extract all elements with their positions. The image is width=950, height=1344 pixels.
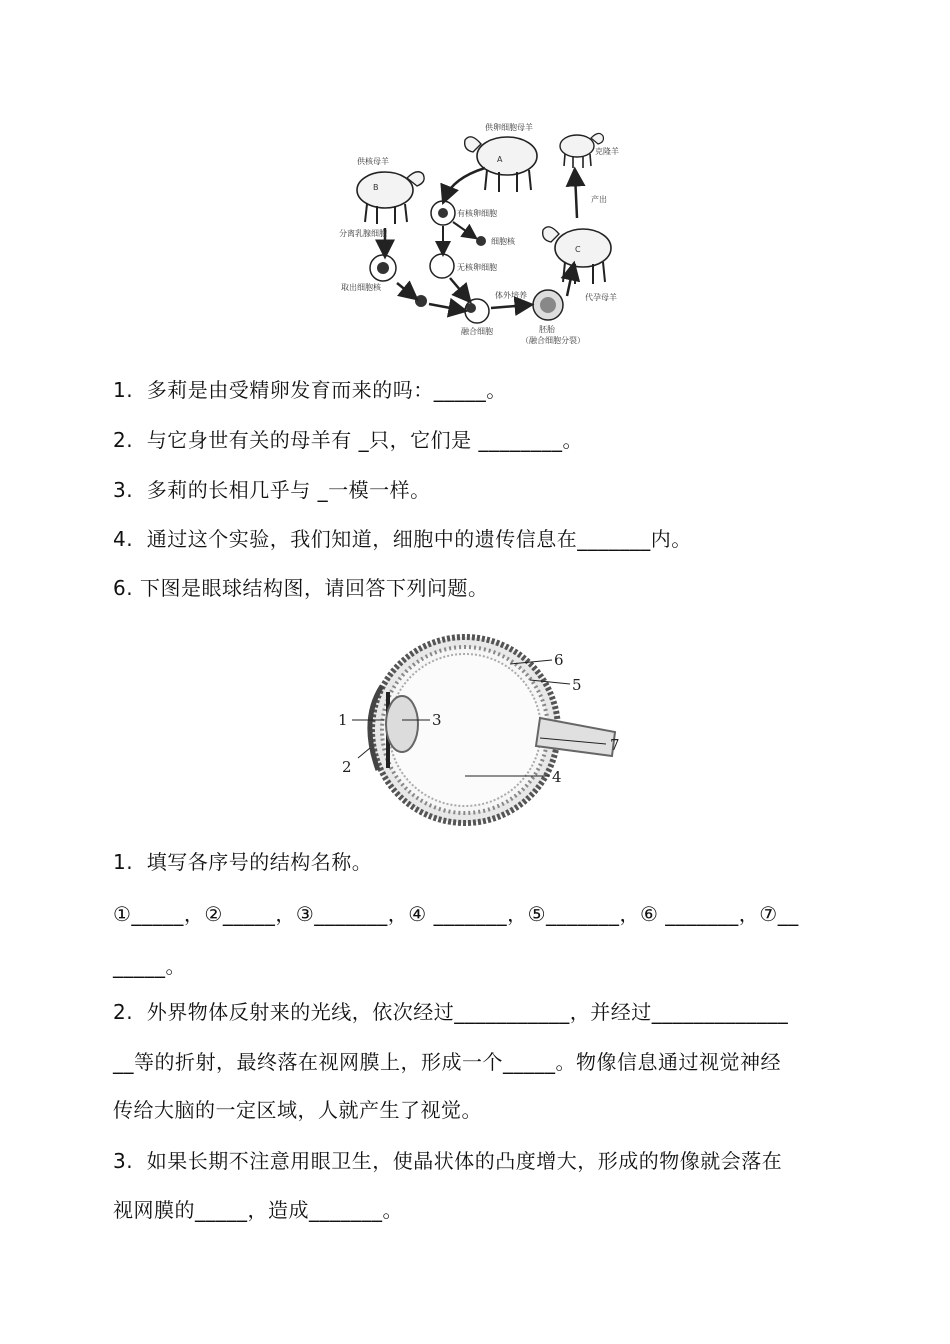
- label-egg-with-nucleus: 有核卵细胞: [457, 209, 497, 218]
- eye-question-3-line-1: 3. 如果长期不注意用眼卫生，使晶状体的凸度增大，形成的物像就会落在: [113, 1149, 783, 1173]
- sheep-a-figure: [465, 137, 537, 192]
- arrow-take: [397, 283, 413, 296]
- arrow-remove: [453, 222, 473, 236]
- label-mark-a: A: [497, 155, 503, 164]
- label-take-nucleus: 取出细胞核: [341, 283, 381, 292]
- eye-label-2: 2: [342, 758, 352, 776]
- sheep-c-figure: [543, 227, 611, 284]
- egg-nucleus-dot: [438, 208, 448, 218]
- eye-blanks-line-1: ①_____，②_____，③_______，④ _______，⑤_______，⑥ _______，⑦__: [113, 902, 799, 926]
- label-mark-b: B: [373, 183, 379, 192]
- eye-question-2-line-2: __等的折射，最终落在视网膜上，形成一个_____。物像信息通过视觉神经: [113, 1050, 781, 1074]
- lens: [386, 696, 418, 752]
- label-fused-cell: 融合细胞: [461, 327, 493, 336]
- taken-nucleus: [415, 295, 427, 307]
- arrow-implant: [567, 268, 573, 296]
- eye-diagram: [330, 620, 630, 835]
- label-separate-breast-cells: 分离乳腺细胞: [339, 229, 387, 238]
- arrow-culture: [491, 305, 527, 308]
- section-6-title: 6. 下图是眼球结构图，请回答下列问题。: [113, 576, 489, 600]
- dolly-question-4: 4. 通过这个实验，我们知道，细胞中的遗传信息在_______内。: [113, 527, 692, 551]
- cloning-diagram: [335, 118, 625, 353]
- eye-question-3-line-2: 视网膜的_____，造成_______。: [113, 1198, 403, 1222]
- eye-label-1: 1: [338, 711, 348, 729]
- eye-question-1: 1. 填写各序号的结构名称。: [113, 850, 373, 874]
- removed-nucleus: [476, 236, 486, 246]
- arrow-birth: [575, 174, 577, 218]
- eye-label-7: 7: [610, 736, 620, 754]
- eye-blanks-line-2: _____。: [113, 954, 186, 978]
- eye-question-2-line-1: 2. 外界物体反射来的光线，依次经过___________，并经过_____________: [113, 1000, 789, 1024]
- dolly-question-2: 2. 与它身世有关的母羊有 _只，它们是 ________。: [113, 428, 584, 452]
- arrow-egg: [445, 168, 485, 198]
- enucleated-egg: [430, 254, 454, 278]
- fused-cell-nucleus: [466, 303, 476, 313]
- label-birth: 产出: [591, 195, 607, 204]
- label-donor-nucleus-ewe: 供核母羊: [357, 157, 389, 166]
- eye-question-2-line-3: 传给大脑的一定区域，人就产生了视觉。: [113, 1098, 482, 1122]
- eye-label-4: 4: [552, 768, 562, 786]
- label-embryo-note: （融合细胞分裂）: [521, 336, 585, 345]
- eye-label-5: 5: [572, 676, 582, 694]
- label-surrogate-ewe: 代孕母羊: [585, 293, 617, 302]
- dolly-question-1: 1. 多莉是由受精卵发育而来的吗：_____。: [113, 378, 507, 402]
- dolly-question-3: 3. 多莉的长相几乎与 _一模一样。: [113, 478, 431, 502]
- label-enucleated-egg: 无核卵细胞: [457, 263, 497, 272]
- eye-label-6: 6: [554, 651, 564, 669]
- label-cell-nucleus: 细胞核: [491, 237, 515, 246]
- sheep-b-figure: [357, 172, 424, 224]
- arrow-fuse-a: [429, 304, 461, 310]
- label-clone-sheep: 克隆羊: [595, 147, 619, 156]
- breast-cell-nucleus: [377, 262, 389, 274]
- arrow-fuse-b: [450, 278, 467, 298]
- leader-2: [358, 748, 370, 758]
- label-mark-c: C: [575, 245, 581, 254]
- embryo-inner: [540, 297, 556, 313]
- label-embryo: 胚胎: [539, 325, 555, 334]
- label-donor-egg-ewe: 供卵细胞母羊: [485, 123, 533, 132]
- label-in-vitro-culture: 体外培养: [495, 291, 527, 300]
- eye-label-3: 3: [432, 711, 442, 729]
